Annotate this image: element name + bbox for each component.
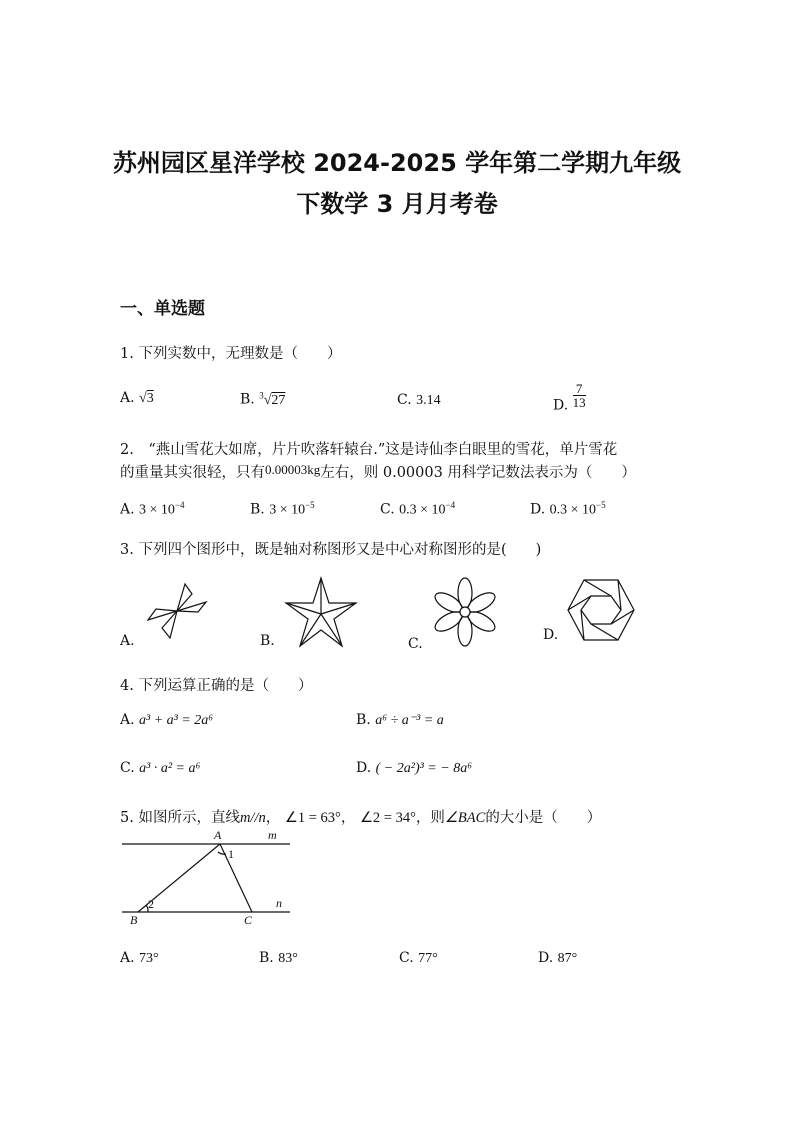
q3-option-a-label[interactable]: A. — [120, 633, 135, 649]
q3-option-d-label[interactable]: D. — [543, 627, 559, 643]
q3-option-c-label[interactable]: C. — [408, 636, 423, 652]
star-figure — [283, 576, 359, 650]
q5-option-c[interactable]: C. 77° — [399, 950, 438, 966]
q2-option-a[interactable]: A. $3 \times 10^{-4}$ — [120, 500, 185, 518]
q1-option-a[interactable] — [120, 390, 154, 407]
hexagon-aperture-figure — [566, 578, 636, 642]
q1-option-a-label: A. — [120, 390, 135, 406]
question-2-line1: 2. “燕山雪花大如席，片片吹落轩辕台.”这是诗仙李白眼里的雪花，单片雪花 — [120, 442, 618, 458]
page-title-line1: 苏州园区星洋学校 2024-2025 学年第二学期九年级 — [112, 149, 682, 177]
page-title-line2: 下数学 3 月月考卷 — [296, 190, 498, 218]
q4-option-c[interactable]: C. a³ · a² = a⁶ — [120, 760, 201, 776]
q1-option-c-label: C. — [397, 392, 412, 408]
q4-option-d[interactable]: D. ( − 2a²)³ = − 8a⁶ — [356, 760, 473, 776]
q1-option-b-label: B. — [240, 391, 255, 408]
q1-option-d-fraction: $\frac{7}{13}$ — [572, 381, 586, 410]
q1-option-b[interactable] — [240, 390, 285, 409]
q3-option-b-label[interactable]: B. — [260, 633, 275, 649]
question-5-stem: 5. 如图所示，直线m//n， ∠1 = 63°， ∠2 = 34°，则∠BAC的大小是（ ） — [120, 810, 602, 826]
flower-figure — [430, 576, 500, 648]
q4-option-b[interactable]: B. a⁶ ÷ a⁻³ = a — [356, 712, 444, 728]
question-4-stem: 4. 下列运算正确的是（ ） — [120, 678, 313, 694]
q2-option-d[interactable]: D. $0.3 \times 10^{-5}$ — [530, 500, 606, 518]
question-3-stem: 3. 下列四个图形中，既是轴对称图形又是中心对称图形的是( ) — [120, 542, 542, 558]
q5-option-b[interactable]: B. 83° — [259, 950, 298, 966]
q4-option-a[interactable]: A. a³ + a³ = 2a⁶ — [120, 712, 214, 728]
fig-label-B: B — [130, 913, 138, 927]
q1-option-d[interactable] — [553, 382, 586, 414]
fig-label-n: n — [276, 896, 282, 910]
fig-label-m: m — [268, 828, 277, 842]
q2-option-c[interactable]: C. $0.3 \times 10^{-4}$ — [380, 500, 456, 518]
fig-label-1: 1 — [228, 847, 234, 861]
section-heading: 一、单选题 — [120, 299, 205, 319]
q1-option-c-value: 3.14 — [416, 393, 441, 408]
q1-option-c[interactable] — [397, 392, 441, 409]
question-2-line2: 的重量其实很轻，只有0.00003kg左右，则 0.00003 用科学记数法表示为（ ） — [120, 462, 636, 481]
pinwheel-figure — [140, 576, 214, 646]
q1-option-b-value: $^3$√27 — [259, 390, 286, 408]
q2-option-b[interactable]: B. $3 \times 10^{-5}$ — [250, 500, 315, 518]
q5-option-d[interactable]: D. 87° — [538, 950, 578, 966]
fig-label-C: C — [244, 913, 253, 927]
q5-option-a[interactable]: A. 73° — [120, 950, 159, 966]
q1-option-a-value: √3 — [139, 391, 154, 406]
question-1-stem: 1. 下列实数中，无理数是（ ） — [120, 346, 342, 362]
parallel-lines-figure — [118, 826, 298, 930]
fig-label-A: A — [214, 828, 222, 842]
fig-label-2: 2 — [148, 897, 154, 911]
q1-option-d-label: D. — [553, 397, 569, 414]
